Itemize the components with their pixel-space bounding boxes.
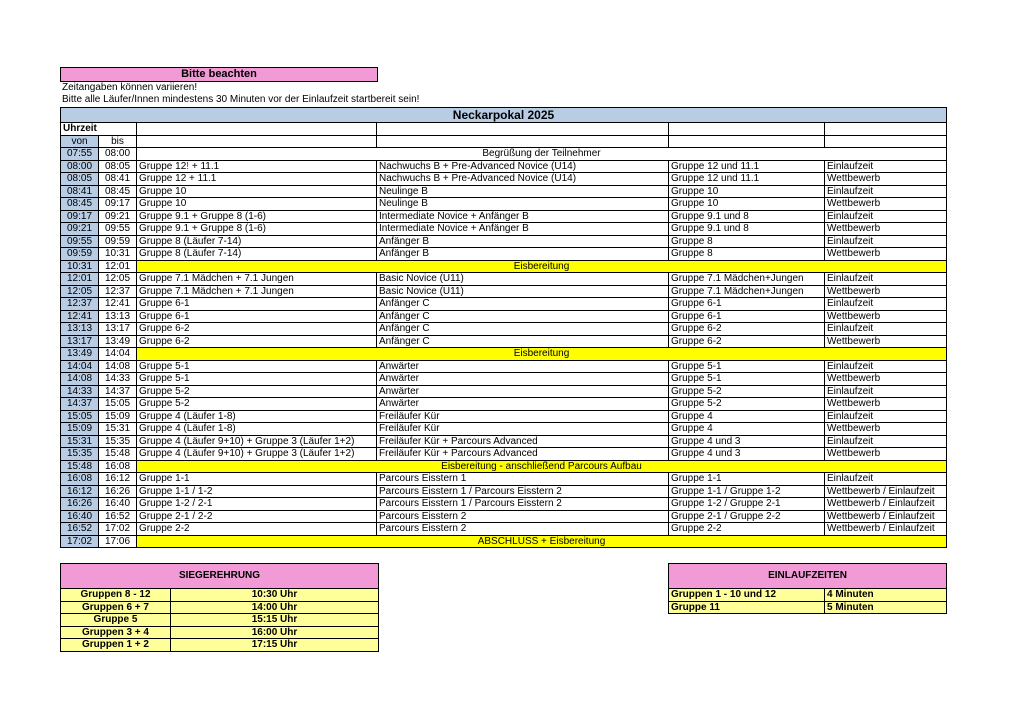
group-cell: Gruppe 6-1 [137,298,377,311]
category-cell: Anwärter [377,360,669,373]
schedule-row [61,423,947,436]
time-von: 09:17 [61,210,99,223]
time-von: 09:59 [61,248,99,261]
category-cell: Anfänger B [377,248,669,261]
siegerehrung-row [61,589,379,602]
einlaufzeiten-table [668,563,947,614]
schedule-row [61,210,947,223]
siegerehrung-row [61,614,379,627]
time-von: 16:40 [61,510,99,523]
siegerehrung-time: 17:15 Uhr [171,639,379,652]
einlaufzeiten-row [669,601,947,614]
group-cell: Gruppe 5-2 [137,398,377,411]
schedule-row [61,523,947,536]
category-cell: Intermediate Novice + Anfänger B [377,223,669,236]
group-cell: Gruppe 4 (Läufer 1-8) [137,410,377,423]
schedule-row [61,385,947,398]
einlaufzeiten-time: 4 Minuten [825,589,947,602]
siegerehrung-time: 15:15 Uhr [171,614,379,627]
group-cell: Gruppe 12 + 11.1 [137,173,377,186]
time-bis: 17:02 [99,523,137,536]
time-bis: 15:31 [99,423,137,436]
group-cell: Gruppe 5-1 [137,360,377,373]
group-summary-cell: Gruppe 12 und 11.1 [669,173,825,186]
time-von: 08:45 [61,198,99,211]
einlaufzeiten-title: EINLAUFZEITEN [669,564,947,589]
group-summary-cell: Gruppe 10 [669,198,825,211]
time-von: 10:31 [61,260,99,273]
phase-cell: Einlaufzeit [825,435,947,448]
time-bis: 14:08 [99,360,137,373]
schedule-row [61,510,947,523]
phase-cell: Einlaufzeit [825,385,947,398]
header-uhrzeit: Uhrzeit [61,123,137,136]
phase-cell: Wettbewerb [825,198,947,211]
schedule-table [60,107,947,548]
group-cell: Gruppe 7.1 Mädchen + 7.1 Jungen [137,285,377,298]
schedule-row [61,185,947,198]
category-cell: Parcours Eisstern 1 [377,473,669,486]
header-empty-1 [137,123,377,136]
einlaufzeiten-group: Gruppen 1 - 10 und 12 [669,589,825,602]
group-summary-cell: Gruppe 6-2 [669,323,825,336]
time-von: 12:01 [61,273,99,286]
header-empty-4 [825,123,947,136]
time-bis: 12:05 [99,273,137,286]
group-cell: Gruppe 6-2 [137,323,377,336]
category-cell: Freiläufer Kür [377,423,669,436]
category-cell: Basic Novice (U11) [377,273,669,286]
phase-cell: Einlaufzeit [825,360,947,373]
group-cell: Gruppe 10 [137,198,377,211]
header-empty-3 [669,123,825,136]
group-summary-cell: Gruppe 2-2 [669,523,825,536]
phase-cell: Wettbewerb / Einlaufzeit [825,498,947,511]
group-cell: Gruppe 1-1 [137,473,377,486]
time-von: 17:02 [61,535,99,548]
time-bis: 16:40 [99,498,137,511]
group-summary-cell: Gruppe 6-1 [669,298,825,311]
phase-cell: Wettbewerb [825,173,947,186]
group-summary-cell: Gruppe 12 und 11.1 [669,160,825,173]
siegerehrung-group: Gruppe 5 [61,614,171,627]
phase-cell: Wettbewerb / Einlaufzeit [825,510,947,523]
phase-cell: Wettbewerb [825,248,947,261]
schedule-row [61,435,947,448]
einlaufzeiten-row [669,589,947,602]
schedule-row [61,498,947,511]
group-summary-cell: Gruppe 7.1 Mädchen+Jungen [669,285,825,298]
group-cell [137,160,377,173]
time-von: 08:05 [61,173,99,186]
group-summary-cell: Gruppe 5-2 [669,385,825,398]
time-von: 13:17 [61,335,99,348]
phase-cell: Wettbewerb [825,285,947,298]
schedule-row [61,148,947,161]
einlaufzeiten-time: 5 Minuten [825,601,947,614]
schedule-row [61,260,947,273]
category-cell: Basic Novice (U11) [377,285,669,298]
time-bis: 15:05 [99,398,137,411]
siegerehrung-group: Gruppen 6 + 7 [61,601,171,614]
group-cell: Gruppe 1-2 / 2-1 [137,498,377,511]
phase-cell: Wettbewerb [825,373,947,386]
group-summary-cell: Gruppe 1-2 / Gruppe 2-1 [669,498,825,511]
header-bis: bis [99,135,137,148]
time-bis: 15:35 [99,435,137,448]
group-summary-cell: Gruppe 10 [669,185,825,198]
group-summary-cell: Gruppe 6-2 [669,335,825,348]
group-summary-cell: Gruppe 5-1 [669,360,825,373]
category-cell: Nachwuchs B + Pre-Advanced Novice (U14) [377,160,669,173]
time-von: 15:48 [61,460,99,473]
time-bis: 16:08 [99,460,137,473]
header-von: von [61,135,99,148]
category-cell: Freiläufer Kür + Parcours Advanced [377,448,669,461]
phase-cell: Einlaufzeit [825,160,947,173]
siegerehrung-group: Gruppen 8 - 12 [61,589,171,602]
time-bis: 15:09 [99,410,137,423]
group-cell: Gruppe 7.1 Mädchen + 7.1 Jungen [137,273,377,286]
schedule-row [61,160,947,173]
time-von: 13:13 [61,323,99,336]
schedule-row [61,310,947,323]
category-cell: Neulinge B [377,185,669,198]
phase-cell: Wettbewerb [825,398,947,411]
category-cell: Freiläufer Kür [377,410,669,423]
category-cell: Intermediate Novice + Anfänger B [377,210,669,223]
notice-line-1: Zeitangaben können variieren! [62,82,198,93]
phase-cell: Wettbewerb [825,448,947,461]
group-cell: Gruppe 4 (Läufer 9+10) + Gruppe 3 (Läufer 1+2) [137,435,377,448]
time-von: 12:05 [61,285,99,298]
time-von: 07:55 [61,148,99,161]
time-bis: 09:21 [99,210,137,223]
time-von: 14:33 [61,385,99,398]
group-cell: Gruppe 6-1 [137,310,377,323]
schedule-row [61,273,947,286]
schedule-row [61,460,947,473]
schedule-row [61,223,947,236]
notice-line-2: Bitte alle Läufer/Innen mindestens 30 Minuten vor der Einlaufzeit startbereit sein! [62,94,420,105]
time-bis: 10:31 [99,248,137,261]
time-von: 15:09 [61,423,99,436]
einlaufzeiten-group: Gruppe 11 [669,601,825,614]
group-summary-cell: Gruppe 2-1 / Gruppe 2-2 [669,510,825,523]
group-cell: Gruppe 9.1 + Gruppe 8 (1-6) [137,210,377,223]
time-bis: 08:00 [99,148,137,161]
group-summary-cell: Gruppe 4 [669,423,825,436]
time-bis: 14:37 [99,385,137,398]
phase-cell: Einlaufzeit [825,298,947,311]
time-von: 09:55 [61,235,99,248]
phase-cell: Wettbewerb / Einlaufzeit [825,523,947,536]
notice-heading: Bitte beachten [60,67,378,82]
phase-cell: Einlaufzeit [825,210,947,223]
category-cell: Anfänger C [377,310,669,323]
schedule-row [61,198,947,211]
siegerehrung-title: SIEGEREHRUNG [61,564,379,589]
time-bis: 16:26 [99,485,137,498]
schedule-row [61,535,947,548]
phase-cell: Wettbewerb [825,223,947,236]
schedule-row [61,360,947,373]
phase-cell: Wettbewerb [825,335,947,348]
span-note: ABSCHLUSS + Eisbereitung [137,535,947,548]
phase-cell: Einlaufzeit [825,273,947,286]
phase-cell: Wettbewerb [825,423,947,436]
time-bis: 12:01 [99,260,137,273]
header-empty-8 [825,135,947,148]
schedule-row [61,173,947,186]
group-summary-cell: Gruppe 8 [669,248,825,261]
group-cell: Gruppe 1-1 / 1-2 [137,485,377,498]
header-empty-5 [137,135,377,148]
schedule-row [61,398,947,411]
span-note: Eisbereitung - anschließend Parcours Aufbau [137,460,947,473]
group-text: Gruppe 12 [139,160,187,172]
category-cell: Freiläufer Kür + Parcours Advanced [377,435,669,448]
group-summary-cell: Gruppe 1-1 / Gruppe 1-2 [669,485,825,498]
group-summary-cell: Gruppe 9.1 und 8 [669,223,825,236]
schedule-title: Neckarpokal 2025 [61,108,947,123]
siegerehrung-row [61,601,379,614]
time-von: 12:41 [61,310,99,323]
group-text-rest: + 11.1 [189,160,220,172]
siegerehrung-group: Gruppen 1 + 2 [61,639,171,652]
schedule-row [61,298,947,311]
siegerehrung-table [60,563,379,652]
group-cell: Gruppe 2-2 [137,523,377,536]
header-empty-7 [669,135,825,148]
category-cell: Anwärter [377,385,669,398]
time-bis: 14:04 [99,348,137,361]
category-cell: Parcours Eisstern 2 [377,510,669,523]
group-summary-cell: Gruppe 4 und 3 [669,435,825,448]
schedule-row [61,473,947,486]
time-von: 16:52 [61,523,99,536]
header-empty-6 [377,135,669,148]
schedule-row [61,335,947,348]
time-von: 12:37 [61,298,99,311]
time-bis: 13:13 [99,310,137,323]
header-empty-2 [377,123,669,136]
time-bis: 16:12 [99,473,137,486]
category-cell: Anwärter [377,373,669,386]
siegerehrung-row [61,626,379,639]
red-mark: ! [186,160,190,172]
time-von: 08:00 [61,160,99,173]
group-summary-cell: Gruppe 1-1 [669,473,825,486]
time-bis: 09:59 [99,235,137,248]
group-cell: Gruppe 8 (Läufer 7-14) [137,248,377,261]
group-summary-cell: Gruppe 4 und 3 [669,448,825,461]
time-von: 14:37 [61,398,99,411]
time-bis: 12:37 [99,285,137,298]
group-cell: Gruppe 5-2 [137,385,377,398]
phase-cell: Einlaufzeit [825,473,947,486]
span-note: Begrüßung der Teilnehmer [137,148,947,161]
group-cell: Gruppe 4 (Läufer 1-8) [137,423,377,436]
siegerehrung-time: 16:00 Uhr [171,626,379,639]
time-von: 13:49 [61,348,99,361]
time-bis: 09:55 [99,223,137,236]
schedule-row [61,448,947,461]
time-von: 15:35 [61,448,99,461]
group-summary-cell: Gruppe 8 [669,235,825,248]
siegerehrung-row [61,639,379,652]
span-note: Eisbereitung [137,260,947,273]
phase-cell: Wettbewerb / Einlaufzeit [825,485,947,498]
schedule-row [61,373,947,386]
group-summary-cell: Gruppe 6-1 [669,310,825,323]
category-cell: Anfänger C [377,335,669,348]
category-cell: Anfänger C [377,298,669,311]
group-cell: Gruppe 6-2 [137,335,377,348]
time-von: 14:04 [61,360,99,373]
time-bis: 08:05 [99,160,137,173]
category-cell: Anwärter [377,398,669,411]
group-summary-cell: Gruppe 5-2 [669,398,825,411]
schedule-row [61,235,947,248]
group-summary-cell: Gruppe 9.1 und 8 [669,210,825,223]
category-cell: Anfänger B [377,235,669,248]
time-bis: 08:41 [99,173,137,186]
group-summary-cell: Gruppe 5-1 [669,373,825,386]
time-von: 16:26 [61,498,99,511]
phase-cell: Einlaufzeit [825,410,947,423]
phase-cell: Einlaufzeit [825,235,947,248]
group-cell: Gruppe 8 (Läufer 7-14) [137,235,377,248]
siegerehrung-time: 14:00 Uhr [171,601,379,614]
time-bis: 08:45 [99,185,137,198]
category-cell: Parcours Eisstern 2 [377,523,669,536]
phase-cell: Wettbewerb [825,310,947,323]
time-bis: 15:48 [99,448,137,461]
time-bis: 13:17 [99,323,137,336]
category-cell: Anfänger C [377,323,669,336]
siegerehrung-time: 10:30 Uhr [171,589,379,602]
group-summary-cell: Gruppe 4 [669,410,825,423]
phase-cell: Einlaufzeit [825,185,947,198]
time-von: 08:41 [61,185,99,198]
siegerehrung-group: Gruppen 3 + 4 [61,626,171,639]
phase-cell: Einlaufzeit [825,323,947,336]
schedule-row [61,485,947,498]
group-cell: Gruppe 9.1 + Gruppe 8 (1-6) [137,223,377,236]
schedule-row [61,323,947,336]
group-cell: Gruppe 10 [137,185,377,198]
group-cell: Gruppe 2-1 / 2-2 [137,510,377,523]
time-von: 15:05 [61,410,99,423]
schedule-row [61,285,947,298]
group-cell: Gruppe 4 (Läufer 9+10) + Gruppe 3 (Läufer 1+2) [137,448,377,461]
category-cell: Nachwuchs B + Pre-Advanced Novice (U14) [377,173,669,186]
time-von: 09:21 [61,223,99,236]
group-summary-cell: Gruppe 7.1 Mädchen+Jungen [669,273,825,286]
time-bis: 09:17 [99,198,137,211]
time-von: 15:31 [61,435,99,448]
category-cell: Neulinge B [377,198,669,211]
time-von: 16:08 [61,473,99,486]
time-von: 16:12 [61,485,99,498]
time-bis: 12:41 [99,298,137,311]
time-von: 14:08 [61,373,99,386]
schedule-row [61,348,947,361]
time-bis: 13:49 [99,335,137,348]
time-bis: 17:06 [99,535,137,548]
schedule-row [61,410,947,423]
group-cell: Gruppe 5-1 [137,373,377,386]
time-bis: 14:33 [99,373,137,386]
time-bis: 16:52 [99,510,137,523]
span-note: Eisbereitung [137,348,947,361]
category-cell: Parcours Eisstern 1 / Parcours Eisstern 2 [377,498,669,511]
category-cell: Parcours Eisstern 1 / Parcours Eisstern 2 [377,485,669,498]
schedule-row [61,248,947,261]
